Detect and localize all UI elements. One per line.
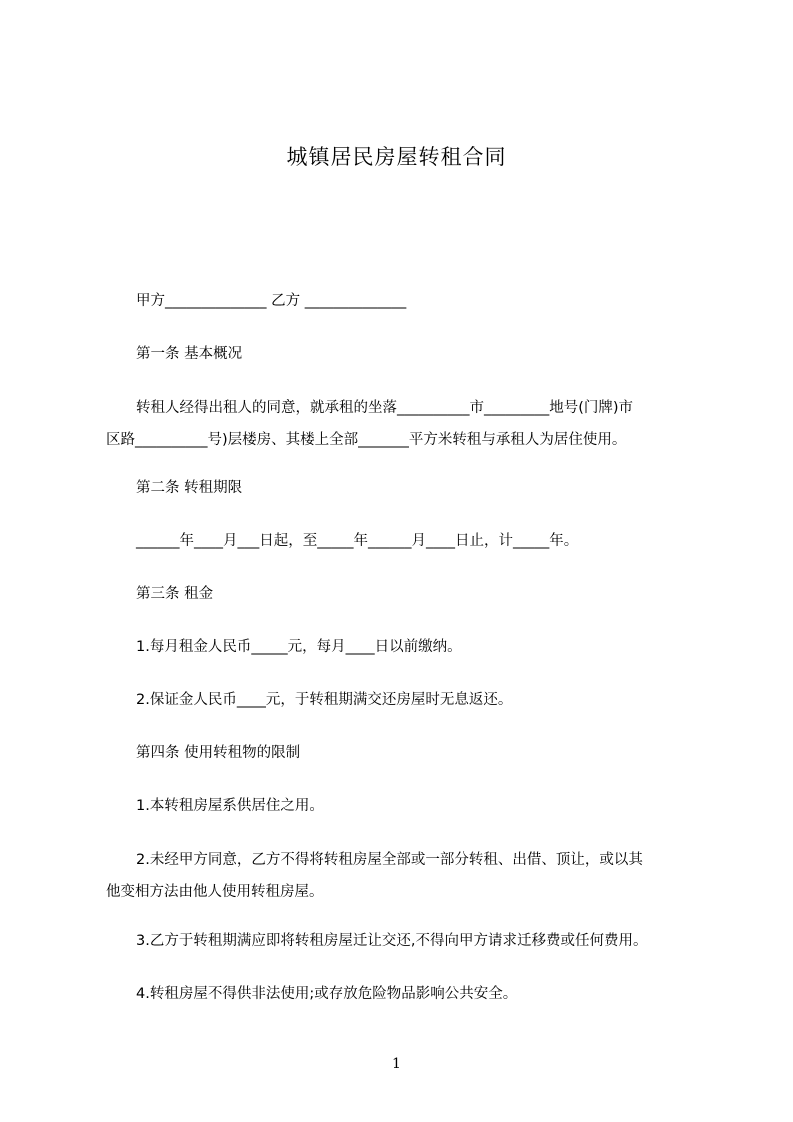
- article-4-item-2-line-2: 他变相方法由他人使用转租房屋。: [106, 884, 324, 900]
- article-3-item-1: 1.每月租金人民币_____元，每月____日以前缴纳。: [136, 639, 462, 655]
- article-2-text: ______年____月___日起，至_____年______月____日止，计_____年。: [136, 533, 579, 549]
- article-4-item-3: 3.乙方于转租期满应即将转租房屋迁让交还,不得向甲方请求迁移费或任何费用。: [136, 933, 648, 949]
- article-2-heading: 第二条 转租期限: [136, 480, 243, 496]
- article-4-heading: 第四条 使用转租物的限制: [136, 745, 301, 761]
- article-1-heading: 第一条 基本概况: [136, 346, 243, 362]
- article-4-item-4: 4.转租房屋不得供非法使用;或存放危险物品影响公共安全。: [136, 986, 518, 1002]
- article-1-text-line-1: 转租人经得出租人的同意，就承租的坐落__________市_________地号(门牌)市: [136, 400, 634, 416]
- article-4-item-2: [106, 844, 706, 908]
- article-1-text: [106, 392, 706, 456]
- article-3-item-2: 2.保证金人民币____元，于转租期满交还房屋时无息返还。: [136, 692, 513, 708]
- document-title: 城镇居民房屋转租合同: [286, 145, 507, 169]
- parties-line: 甲方______________ 乙方 ______________: [136, 293, 407, 309]
- page-number: 1: [392, 1056, 401, 1072]
- article-4-item-2-line-1: 2.未经甲方同意，乙方不得将转租房屋全部或一部分转租、出借、顶让，或以其: [136, 852, 643, 868]
- article-3-heading: 第三条 租金: [136, 586, 214, 602]
- article-1-text-line-2: 区路__________号)层楼房、其楼上全部_______平方米转租与承租人为居住使用。: [106, 432, 627, 448]
- article-4-item-1: 1.本转租房屋系供居住之用。: [136, 798, 324, 814]
